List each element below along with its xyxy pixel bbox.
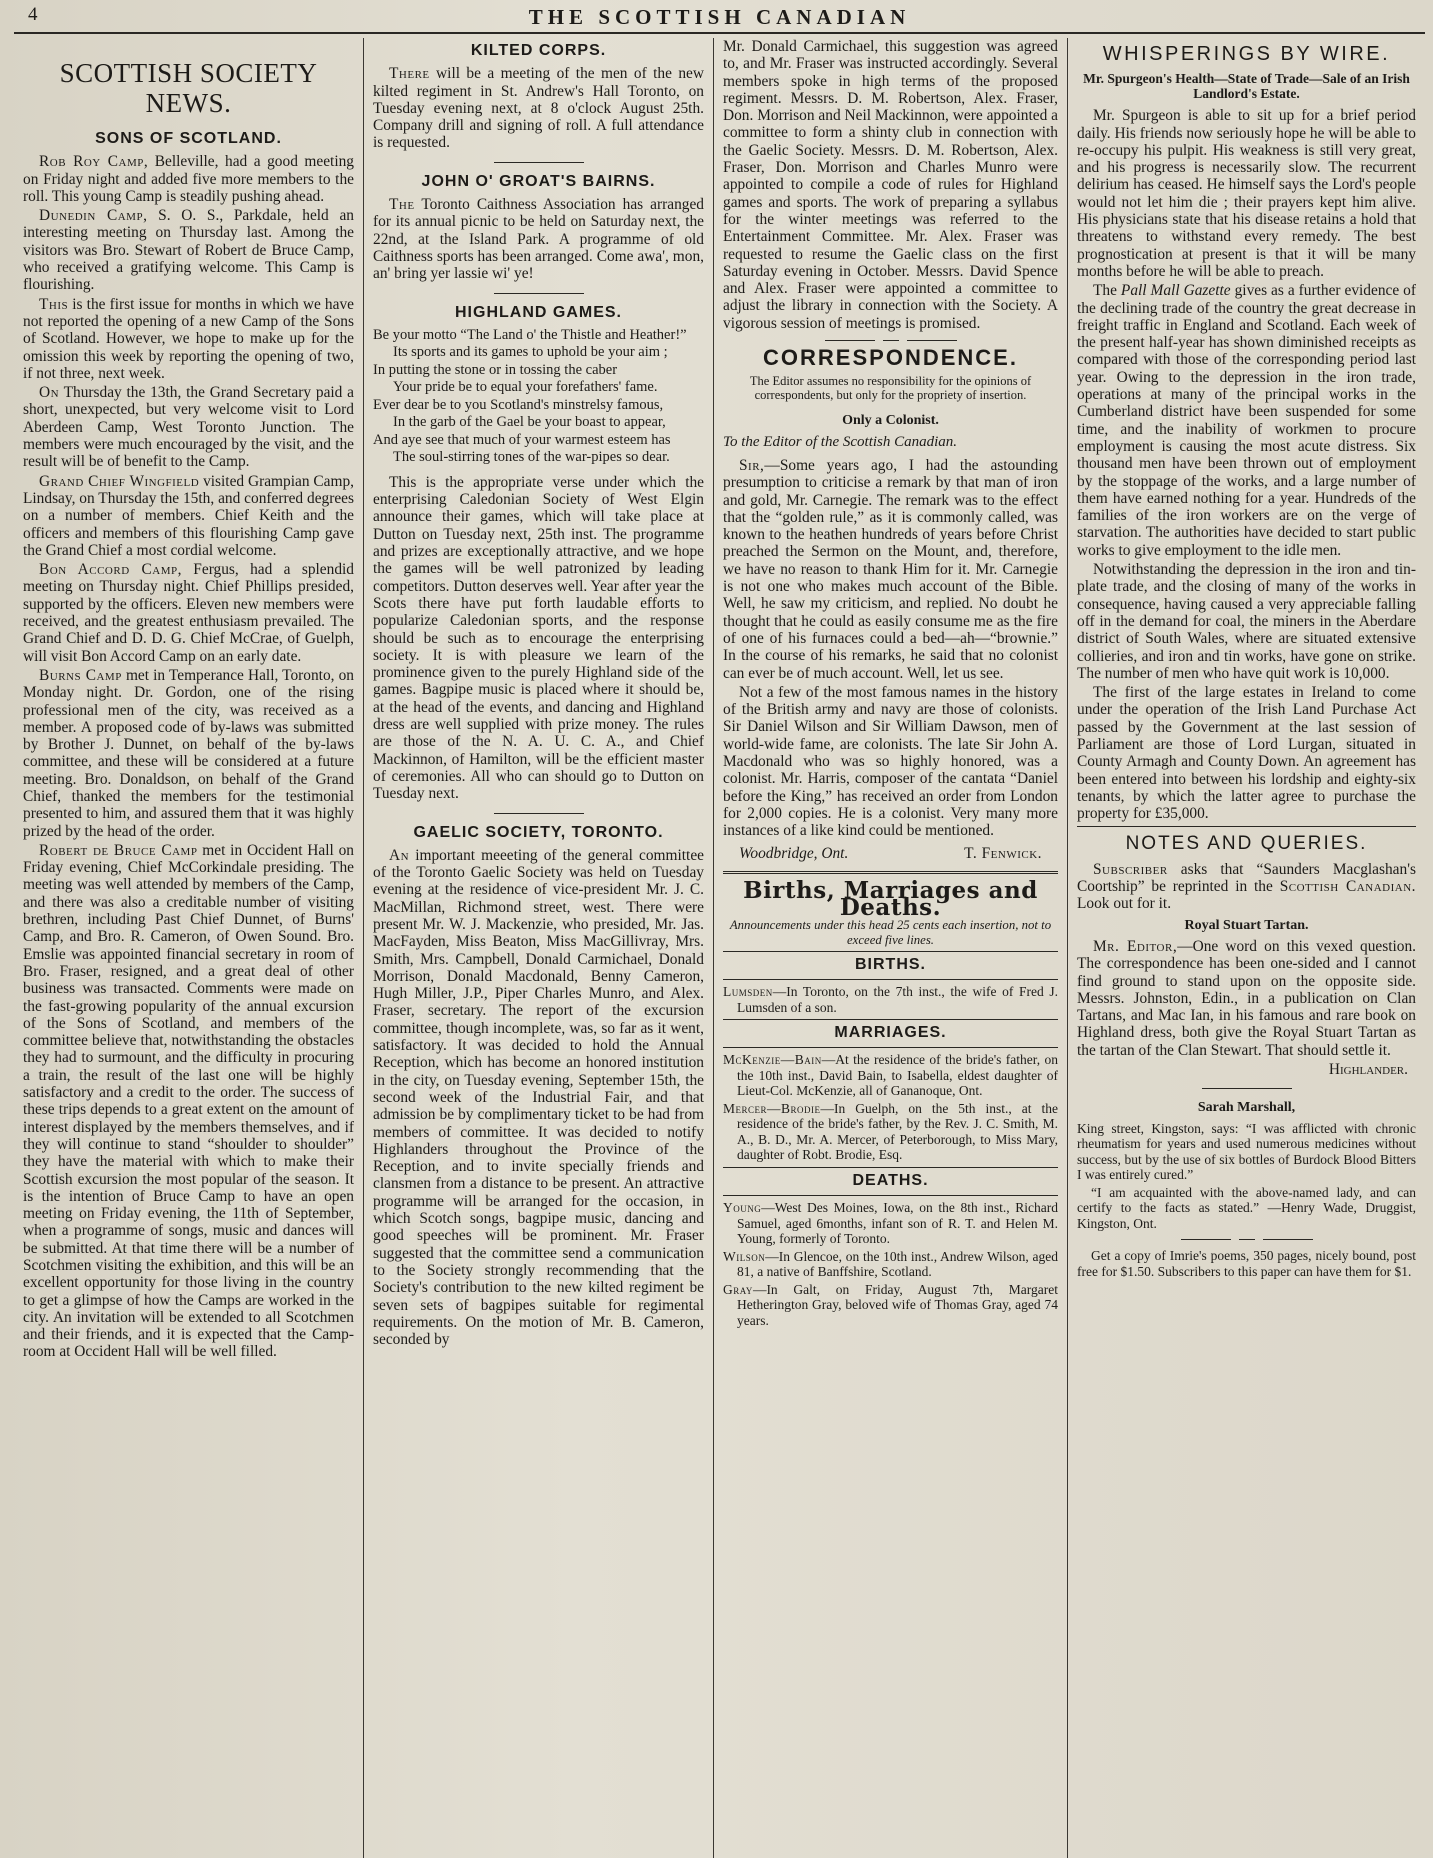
paragraph: The Toronto Caithness Association has arranged for its annual picnic to be held on Saturday next, the 22nd, at the Island Park. A programme of old Caithness sports has been arranged. Come awa', mon, an' bring yer lassie wi' ye! <box>373 196 704 283</box>
column-3 <box>714 38 1068 1858</box>
advertisement-text: Get a copy of Imrie's poems, 350 pages, nicely bound, post free for $1.50. Subscribers to this paper can have them for $1. <box>1077 1248 1416 1279</box>
list-item: Lumsden—In Toronto, on the 7th inst., the wife of Fred J. Lumsden of a son. <box>723 984 1058 1015</box>
paragraph: Notwithstanding the depression in the iron and tin-plate trade, and the closing of many of the works in consequence, having caused a very appreciable falling off in the demand for coal, the miners in the Aberdare district of South Wales, where are situated extensive collieries, and iron and tin works, have gone on strike. The number of men who have quit work is 10,000. <box>1077 561 1416 682</box>
divider <box>723 340 1058 341</box>
poem-line: In the garb of the Gael be your boast to appear, <box>393 414 666 431</box>
poem-line: Your pride be to equal your forefathers' fame. <box>393 379 658 396</box>
tartan-heading: Royal Stuart Tartan. <box>1184 917 1309 933</box>
testimonial-text: King street, Kingston, says: “I was afflicted with chronic rheumatism for years and used numerous medicines without success, but by the use of six bottles of Burdock Blood Bitters I was entirely cured.” <box>1077 1120 1416 1183</box>
paragraph: Burns Camp met in Temperance Hall, Toronto, on Monday night. Dr. Gordon, one of the rising professional men of the city, was received as a member. A proposed code of by-laws was submitted by Brother J. Dunnet, on behalf of the by-laws committee, and these will be considered at a future meeting. Bro. Donaldson, on behalf of the Grand Chief, thanked the members for the testimonial presented to him, and assured them that it was highly prized by the head of the order. <box>23 666 354 840</box>
list-item: McKenzie—Bain—At the residence of the bride's father, on the 10th inst., David Bain, to Isabella, eldest daughter of Lieut-Col. McKenzie, all of Gananoque, Ont. <box>723 1052 1058 1099</box>
divider <box>723 979 1058 980</box>
paragraph: Mr. Spurgeon is able to sit up for a brief period daily. His friends now seriously hope he will be able to re-occupy his pulpit. His weakness is still very great, and his progress is necessarily slow. The recurrent delirium has ceased. He himself says the Lord's people would not let him die ; their prayers kept him alive. His physicians state that his disease retains a hold that threatens to withstand every remedy. The best prognostication at present is that it will be many months before he will be able to preach. <box>1077 107 1416 280</box>
paragraph: An important meeeting of the general committee of the Toronto Gaelic Society was held on Tuesday evening at the residence of vice-president Mr. J. C. MacMillan, Richmond street, west. There were present Mr. W. J. Mackenzie, who presided, Mr. Jas. MacFayden, Miss Beaton, Miss MacGillivray, Mrs. Smith, Mrs. Campbell, Donald Carmichael, Donald Morrison, Donald Macdonald, Benny Cameron, Hugh Miller, J.P., Piper Charles Munro, and Alex. Fraser, secretary. The report of the excursion committee, though incomplete, was, so far as it went, satisfactory. It was decided to hold the Annual Reception, which has become an honored institution in the city, on Tuesday evening, September 15th, the second week of the Industrial Fair, and that admission be by complimentary ticket to be had from members of committee. It was decided to notify Highlanders throughout the Province of the Reception, and to invite specially friends and clansmen from a distance to be present. An attractive programme will be arranged for the occasion, in which Scotch songs, bagpipe music, dancing and good speeches will be prominent. Mr. Fraser suggested that the committee send a communication to the Society strongly recommending that the Society's contribution to the new kilted regiment be seven sets of bagpipes suitable for regimental requirements. On the motion of Mr. B. Cameron, seconded by <box>373 846 704 1349</box>
deaths-list <box>723 1200 1058 1328</box>
marriages-heading: MARRIAGES. <box>834 1024 947 1042</box>
divider <box>723 1195 1058 1196</box>
divider <box>723 951 1058 952</box>
poem-line: Be your motto “The Land o' the Thistle and Heather!” <box>373 326 687 343</box>
paragraph: There will be a meeting of the men of the new kilted regiment in St. Andrew's Hall Toronto, on Tuesday evening next, at 8 o'clock August 25th. Company drill and signing of roll. A full attendance is requested. <box>373 65 704 152</box>
list-item: Gray—In Galt, on Friday, August 7th, Margaret Hetherington Gray, beloved wife of Thomas Gray, aged 74 years. <box>723 1281 1058 1328</box>
whisperings-subheading: Mr. Spurgeon's Health—State of Trade—Sale of an Irish Landlord's Estate. <box>1083 71 1410 102</box>
signature-name: T. Fenwick. <box>964 845 1042 863</box>
list-item: Wilson—In Glencoe, on the 10th inst., Andrew Wilson, aged 81, a native of Banffshire, Scotland. <box>723 1248 1058 1280</box>
sarah-marshall-heading: Sarah Marshall, <box>1197 1100 1296 1116</box>
kilted-corps-heading: KILTED CORPS. <box>470 42 607 59</box>
deaths-heading: DEATHS. <box>852 1171 929 1189</box>
advertisement <box>1077 1248 1416 1279</box>
divider <box>723 871 1058 874</box>
divider <box>1077 1239 1416 1240</box>
column-1 <box>14 38 364 1858</box>
paragraph: Not a few of the most famous names in the history of the British army and navy are those of colonists. Sir Daniel Wilson and Sir William Dawson, men of world-wide fame, are colonists. The late Sir John A. Macdonald who was so highly honored, was a colonist. Mr. Harris, composer of the cantata “Daniel before the King,” has received an order from London for 2,000 copies. He is a colonist. Very many more instances of a like kind could be mentioned. <box>723 683 1058 840</box>
letter-salutation: To the Editor of the Scottish Canadian. <box>723 433 958 450</box>
paragraph: Dunedin Camp, S. O. S., Parkdale, held an interesting meeting on Thursday last. Among the visitors was Bro. Stewart of Robert de Bruce Camp, who received a gratifying welcome. This Camp is flourishing. <box>23 207 354 294</box>
columns <box>14 38 1425 1858</box>
paragraph: The first of the large estates in Ireland to come under the operation of the Irish Land Purchase Act passed by the Government at the last session of Parliament are those of Lord Lurgan, situated in County Armagh and County Down. An agreement has been entered into between his lordship and eighty-six tenants, by which the latter agree to purchase the property for £35,000. <box>1077 684 1416 823</box>
paragraph: On Thursday the 13th, the Grand Secretary paid a short, unexpected, but very welcome visit to Lord Aberdeen Camp, West Toronto Junction. The members were much encouraged by the visit, and the result will be of benefit to the Camp. <box>23 384 354 471</box>
births-heading: BIRTHS. <box>855 955 926 973</box>
notes-queries-heading: NOTES AND QUERIES. <box>1125 833 1368 855</box>
poem-line: In putting the stone or in tossing the caber <box>373 361 618 378</box>
poem-line: And aye see that much of your warmest esteem has <box>373 431 671 448</box>
divider <box>494 813 584 814</box>
divider <box>1077 826 1416 827</box>
poem-line: Its sports and its games to uphold be your aim ; <box>393 344 668 361</box>
page-number: 4 <box>28 4 38 25</box>
divider <box>723 1019 1058 1020</box>
paragraph: Rob Roy Camp, Belleville, had a good meeting on Friday night and added five more members to the roll. This young Camp is steadily pushing ahead. <box>23 153 355 205</box>
marriages-list <box>723 1052 1058 1163</box>
bmd-subheading: Announcements under this head 25 cents each insertion, not to exceed five lines. <box>729 918 1052 947</box>
signature-place: Woodbridge, Ont. <box>739 845 849 863</box>
paragraph: Bon Accord Camp, Fergus, had a splendid meeting on Thursday night. Chief Phillips presided, supported by the officers. Eleven new members were received, and the greatest enthusiasm prevailed. The Grand Chief and D. D. G. Chief McCrae, of Guelph, will visit Bon Accord Camp on an early date. <box>23 561 354 665</box>
paper-name: THE SCOTTISH CANADIAN <box>528 5 911 29</box>
paragraph: Subscriber asks that “Saunders Macglashan's Coortship” be reprinted in the Scottish Canadian. Look out for it. <box>1077 860 1416 913</box>
divider <box>1202 1088 1292 1089</box>
paragraph: This is the first issue for months in which we have not reported the opening of a new Camp of the Sons of Scotland. However, we hope to make up for the omission this week by reporting the opening of two, if not three, next week. <box>23 295 354 382</box>
poem-line: Ever dear be to you Scotland's minstrelsy famous, <box>373 396 664 413</box>
paragraph: The Pall Mall Gazette gives as a further evidence of the declining trade of the country the great decrease in freight traffic in England and Scotland. Each week of the present half-year has shown diminished receipts as compared with those of the corresponding period last year. Owing to the depression in the iron trade, operations at many of the principal works in the Cumberland district have been suspended for some time, and the inability of workmen to procure employment is causing the most acute distress. Six thousand men have been thrown out of employment by the stoppage of the works, and a large number of them have earned nothing for a year. Hundreds of the families of the iron workers are on the verge of starvation. The authorities have decided to start public works to give employment to the idle men. <box>1077 282 1416 559</box>
sons-of-scotland-heading: SONS OF SCOTLAND. <box>95 130 282 147</box>
list-item: Mercer—Brodie—In Guelph, on the 5th inst., at the residence of the bride's father, by the Rev. J. C. Smith, M. A., B. D., Mr. A. Mercer, of Peterborough, to Miss Mary, daughter of Robt. Brodie, Esq. <box>723 1100 1058 1163</box>
society-news-title: SCOTTISH SOCIETY NEWS. <box>59 58 318 118</box>
poem-line: The soul-stirring tones of the war-pipes so dear. <box>393 449 670 466</box>
bmd-heading: Births, Marriages and Deaths. <box>743 876 1038 922</box>
groats-bairns-heading: JOHN O' GROAT'S BAIRNS. <box>421 172 656 190</box>
testimonial-text: “I am acquainted with the above-named lady, and can certify to the facts as stated.” —Henry Wade, Druggist, Kingston, Ont. <box>1077 1184 1416 1231</box>
letter-title: Only a Colonist. <box>842 413 939 429</box>
paragraph: Robert de Bruce Camp met in Occident Hall on Friday evening, Chief McCorkindale presiding. The meeting was well attended by members of the Camp, and there was also a creditable number of visiting brethren, including Past Chief Dunnet, of Burns' Camp, and Bro. R. Cameron, of Owen Sound. Bro. Emslie was appointed financial secretary in room of Bro. Fraser, resigned, and a great deal of other business was transacted. Comments were made on the fast-growing popularity of the annual excursion of the Sons of Scotland, and members of the committee believe that, notwithstanding the obstacles they had to surmount, and the difficulty in procuring a train, the result of the last one will be highly satisfactory and a credit to the order. The success of these trips depends to a great extent on the amount of interest displayed by the members themselves, and if they will continue to stand “shoulder to shoulder” they have the material with which to make their Scottish excursion the most popular of the season. It is the intention of Bruce Camp to have an open meeting on Friday evening, the 11th of September, when a programme of songs, music and dances will be submitted. At that time there will be a number of Scotchmen visiting the exhibition, and this will be an excellent opportunity for those living in the country to get a glimpse of how the Camps are worked in the city. An invitation will be extended to all Scotchmen and their friends, and it is expected that the Camp-room at Occident Hall will be well filled. <box>23 841 354 1361</box>
highlander-signature: Highlander. <box>1328 1061 1408 1079</box>
paragraph: Sir,—Some years ago, I had the astounding presumption to criticise a remark by that man of iron and gold, Mr. Carnegie. The remark was to the effect that the “golden rule,” as it is commonly called, was known to the heathen hundreds of years before Christ preached the Sermon on the Mount, and, therefore, we have no reason to thank Him for it. Mr. Carnegie is not one who makes much account of the Bible. Well, he saw my criticism, and replied. No doubt he thought that he could as easily consume me as the fire of one of his furnaces could a bed—ah—“brownie.” In the course of his remarks, he said that no colonist can ever be of much account. Well, let us see. <box>723 456 1058 682</box>
paragraph: Mr. Donald Carmichael, this suggestion was agreed to, and Mr. Fraser was instructed accordingly. Several members spoke in high terms of the proposed regiment. Messrs. D. M. Robertson, Alex. Fraser, Don. Morrison and Neil Mackinnon, were appointed a committee to form a shinty club in connection with the Gaelic Society. Messrs. D. M. Robertson, Alex. Fraser, Don. Morrison and Charles Munro were appointed to compile a code of rules for Highland games and sports. The work of preparing a syllabus for the winter meetings was referred to the Entertainment Committee. Mr. Alex. Fraser was requested to resume the Gaelic class on the first Saturday evening in October. Messrs. David Spence and Alex. Fraser were appointed a committee to adjust the library in connection with the Society. A vigorous session of meetings is promised. <box>723 38 1058 332</box>
editor-disclaimer: The Editor assumes no responsibility for the opinions of correspondents, but only for the propriety of insertion. <box>749 374 1032 403</box>
divider <box>494 162 584 163</box>
highland-games-heading: HIGHLAND GAMES. <box>455 303 622 321</box>
testimonial <box>1077 1121 1416 1232</box>
divider <box>723 1167 1058 1168</box>
gaelic-society-heading: GAELIC SOCIETY, TORONTO. <box>413 823 664 841</box>
column-2 <box>364 38 714 1858</box>
divider <box>723 1047 1058 1048</box>
poem <box>373 327 704 466</box>
list-item: Young—West Des Moines, Iowa, on the 8th inst., Richard Samuel, aged 6months, infant son of R. T. and Helen M. Young, formerly of Toronto. <box>723 1200 1058 1247</box>
masthead <box>14 0 1425 34</box>
whisperings-heading: WHISPERINGS BY WIRE. <box>1102 43 1391 65</box>
letter-signature <box>723 845 1058 862</box>
divider <box>494 293 584 294</box>
column-4 <box>1068 38 1425 1858</box>
paragraph: This is the appropriate verse under which the enterprising Caledonian Society of West Elgin announce their games, which will take place at Dutton on Tuesday next, 25th inst. The programme and prizes are exceptionally attractive, and we hope the games will be well patronized by leading competitors. Dutton deserves well. Year after year the Scots there have put forth laudable efforts to popularize Caledonian sports, and the response should be such as to encourage the enterprising society. It is with pleasure we learn of the prominence given to the purely Highland side of the games. Bagpipe music is placed where it should be, at the head of the events, and dancing and Highland dress are well supplied with prize money. The rules are those of the N. A. U. C. A., and Chief Mackinnon, of Hamilton, will be the efficient master of ceremonies. All who can should go to Dutton on Tuesday next. <box>373 473 704 803</box>
births-list <box>723 984 1058 1015</box>
paragraph: Mr. Editor,—One word on this vexed question. The correspondence has been one-sided and I cannot find ground to stand upon on the opposite side. Messrs. Johnston, Edin., in a publication on Clan Tartans, and Mac Ian, in his famous and rare book on Highland dress, both give the Royal Stuart Tartan as the tartan of the Clan Stewart. That should settle it. <box>1077 937 1417 1059</box>
paragraph: Grand Chief Wingfield visited Grampian Camp, Lindsay, on Thursday the 15th, and conferred degrees on a number of members. Chief Keith and the officers and members of this flourishing Camp gave the Grand Chief a most cordial welcome. <box>23 472 354 559</box>
correspondence-heading: CORRESPONDENCE. <box>763 345 1018 371</box>
